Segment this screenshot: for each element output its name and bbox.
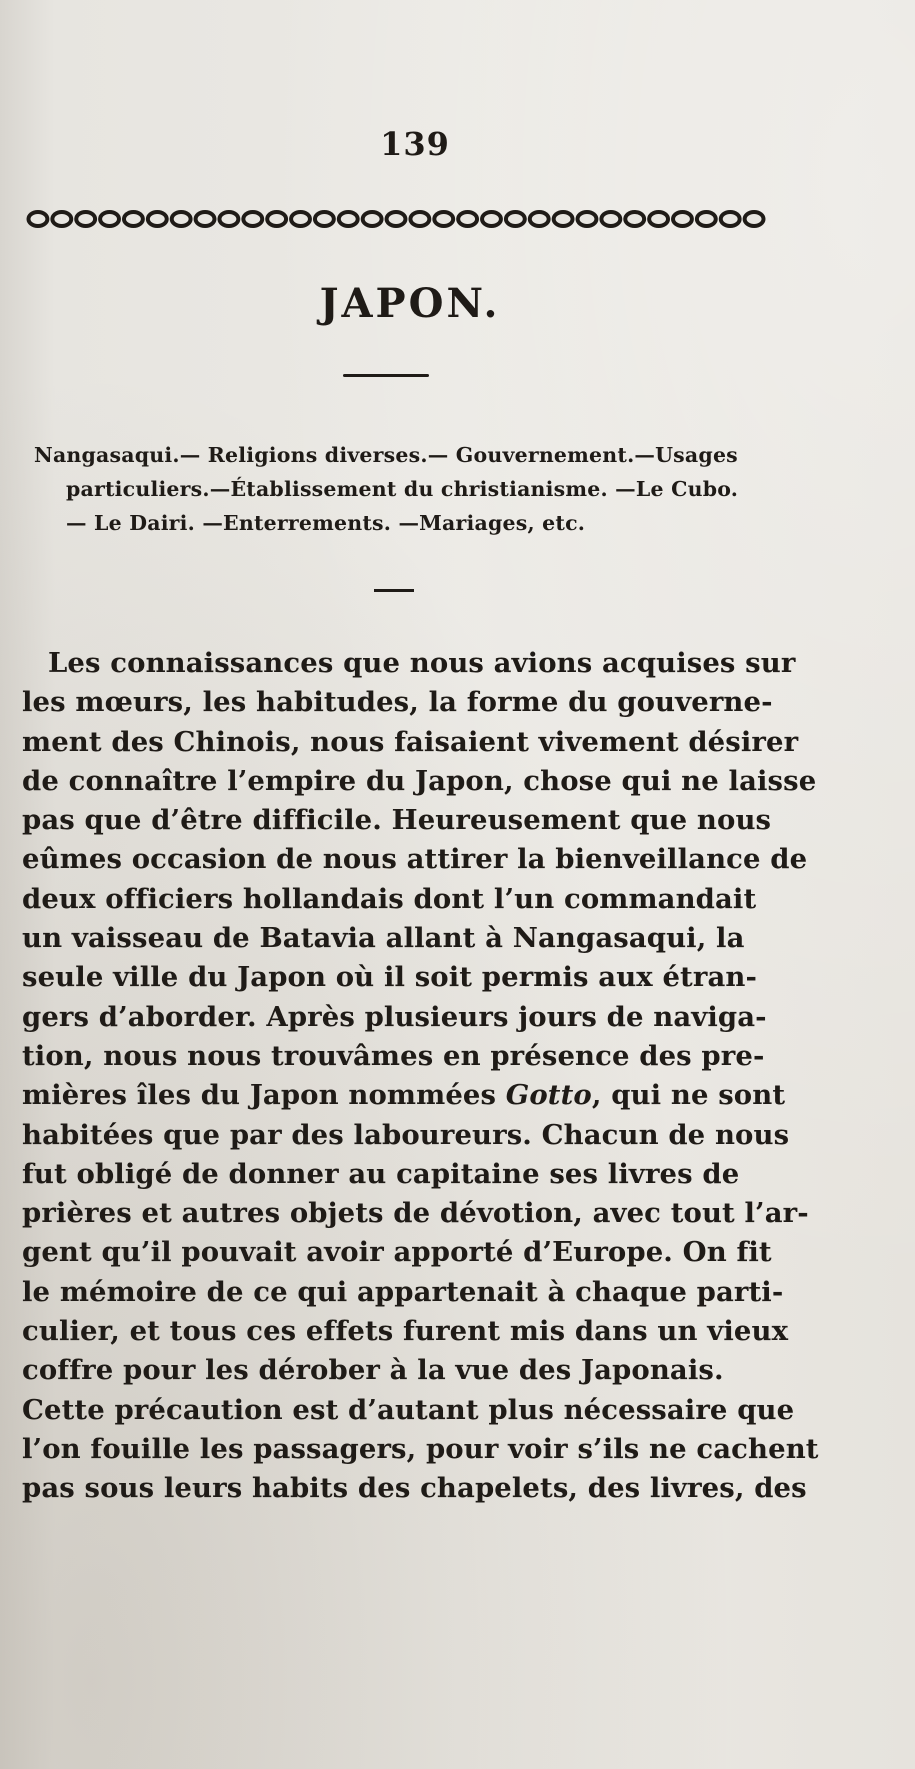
- ornament-ring-hole: [198, 214, 213, 224]
- title-rule: [343, 374, 429, 377]
- ornament-ring-hole: [102, 214, 117, 224]
- summary-line: particuliers.—Établissement du christianisme. —Le Cubo.: [66, 477, 739, 501]
- ornament-ring-hole: [699, 214, 714, 224]
- text-line: ment des Chinois, nous faisaient vivement désirer: [22, 725, 799, 758]
- italic-place-name: Gotto: [505, 1079, 592, 1112]
- ornament-ring-hole: [651, 214, 666, 224]
- text-line: [22, 1076, 798, 1115]
- ornament-ring-hole: [508, 214, 523, 224]
- ornament-ring-hole: [675, 214, 690, 224]
- ornament-ring-hole: [556, 214, 571, 224]
- body-text: [22, 644, 819, 1509]
- ornament-ring-hole: [389, 214, 404, 224]
- ornament-ring-hole: [627, 214, 642, 224]
- text-line: pas sous leurs habits des chapelets, des livres, des: [22, 1472, 807, 1505]
- ornament-ring-hole: [532, 214, 547, 224]
- text-line: coffre pour les dérober à la vue des Japonais.: [22, 1354, 724, 1387]
- text-line: pas que d’être difficile. Heureusement que nous: [22, 804, 772, 837]
- text-line: fut obligé de donner au capitaine ses livres de: [22, 1157, 740, 1190]
- ornament-ring-hole: [365, 214, 380, 224]
- text-line: le mémoire de ce qui appartenait à chaque parti-: [22, 1275, 784, 1308]
- text-line: un vaisseau de Batavia allant à Nangasaqui, la: [22, 922, 745, 955]
- summary-line: — Le Dairi. —Enterrements. —Mariages, etc.: [66, 511, 586, 535]
- text-line: prières et autres objets de dévotion, avec tout l’ar-: [22, 1197, 809, 1230]
- summary-line: Nangasaqui.— Religions diverses.— Gouvernement.—Usages: [34, 443, 738, 467]
- chapter-summary: [34, 438, 774, 540]
- ornament-ring-hole: [747, 214, 762, 224]
- text-line: l’on fouille les passagers, pour voir s’ils ne cachent: [22, 1432, 819, 1465]
- ornament-ring-hole: [269, 214, 284, 224]
- ornament-ring-hole: [317, 214, 332, 224]
- text-line: gers d’aborder. Après plusieurs jours de naviga-: [22, 1000, 767, 1033]
- ornament-ring-hole: [126, 214, 141, 224]
- text-line: de connaître l’empire du Japon, chose qui ne laisse: [22, 764, 817, 797]
- text-line: Les connaissances que nous avions acquises sur: [48, 647, 796, 679]
- ornament-ring-hole: [436, 214, 451, 224]
- ornament-ring-hole: [412, 214, 427, 224]
- ornament-ring-hole: [723, 214, 738, 224]
- text-line: Cette précaution est d’autant plus nécessaire que: [22, 1393, 795, 1426]
- text-line: les mœurs, les habitudes, la forme du gouverne-: [22, 686, 773, 719]
- ornament-ring-hole: [78, 214, 93, 224]
- page-number: 139: [380, 125, 450, 163]
- ornament-ring-hole: [150, 214, 165, 224]
- section-rule: [374, 589, 414, 592]
- ornament-ring-hole: [221, 214, 236, 224]
- chapter-title: JAPON.: [319, 280, 501, 327]
- text-line: tion, nous nous trouvâmes en présence des pre-: [22, 1039, 765, 1072]
- ornament-ring-hole: [31, 214, 46, 224]
- ornamental-border: [26, 208, 766, 230]
- ornament-ring-hole: [54, 214, 69, 224]
- text-line: culier, et tous ces effets furent mis dans un vieux: [22, 1315, 789, 1348]
- text-line: habitées que par des laboureurs. Chacun de nous: [22, 1118, 790, 1151]
- ornament-ring-hole: [603, 214, 618, 224]
- text-line: gent qu’il pouvait avoir apporté d’Europe. On fit: [22, 1236, 772, 1269]
- ornament-ring-hole: [341, 214, 356, 224]
- ornament-ring-hole: [293, 214, 308, 224]
- ornament-ring-hole: [484, 214, 499, 224]
- text-line: eûmes occasion de nous attirer la bienveillance de: [22, 843, 808, 876]
- text-line: deux officiers hollandais dont l’un commandait: [22, 882, 757, 915]
- text-segment: , qui ne sont: [591, 1079, 786, 1112]
- text-segment: mières îles du Japon nommées: [22, 1079, 506, 1112]
- ornament-ring-hole: [460, 214, 475, 224]
- ornament-ring-hole: [174, 214, 189, 224]
- ornament-ring-hole: [580, 214, 595, 224]
- text-line: seule ville du Japon où il soit permis aux étran-: [22, 961, 757, 994]
- ornament-ring-hole: [245, 214, 260, 224]
